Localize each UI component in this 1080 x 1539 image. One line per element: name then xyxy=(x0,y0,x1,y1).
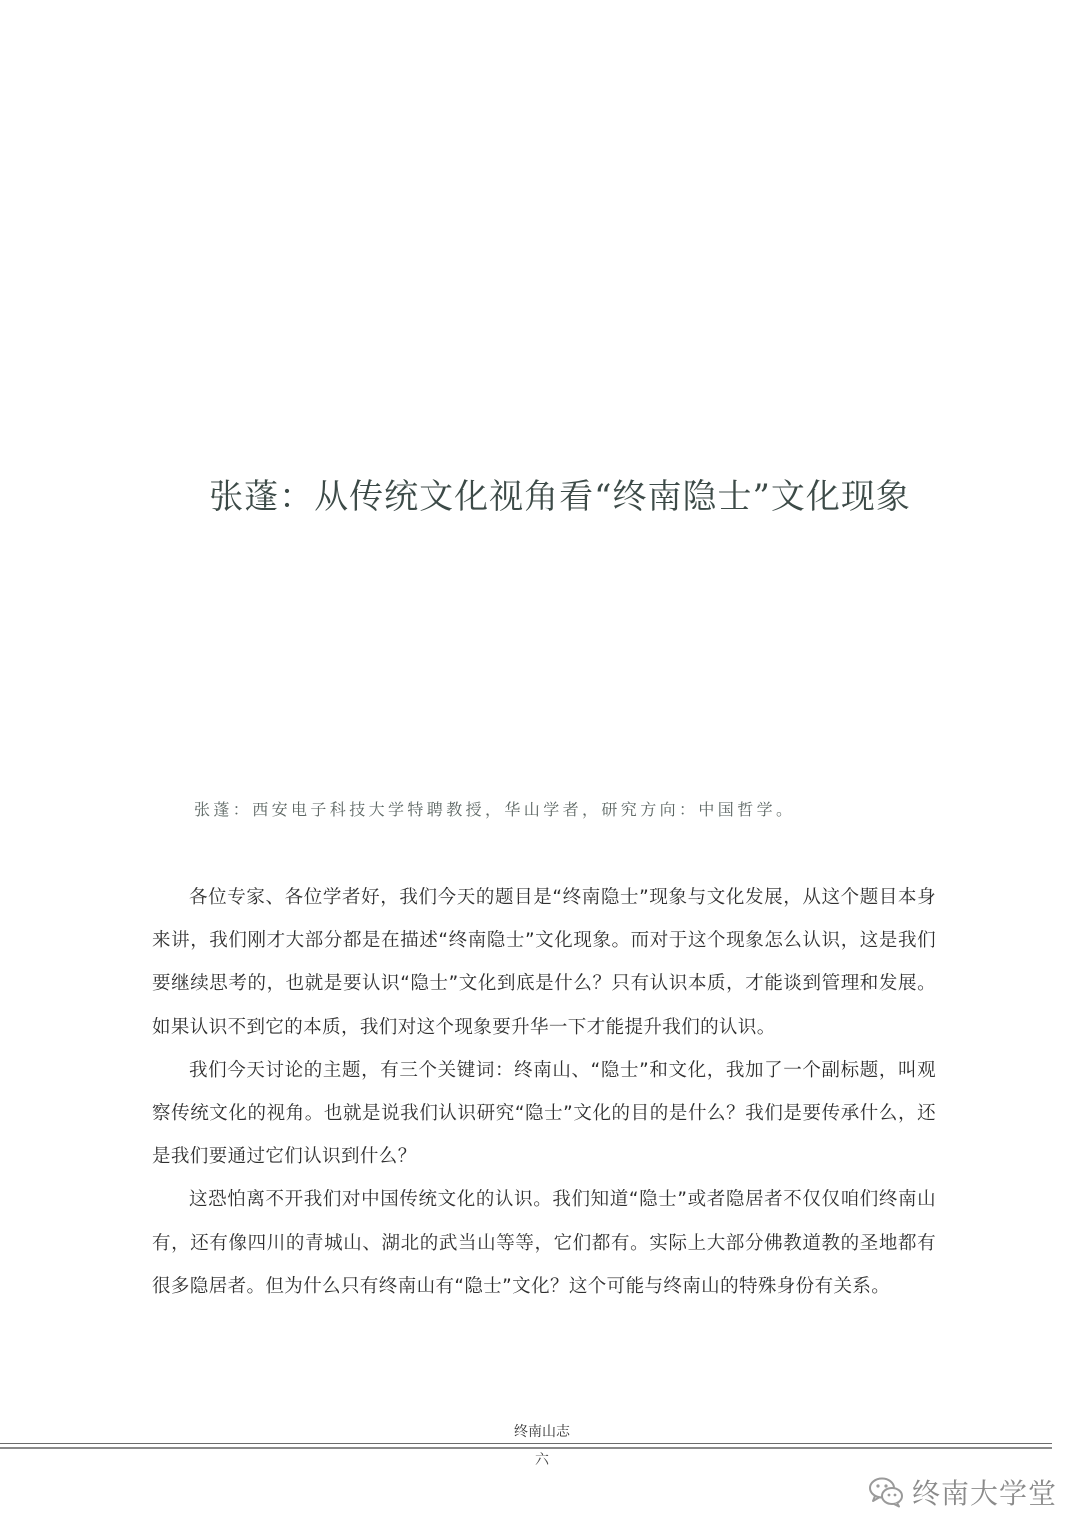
article-body xyxy=(152,876,936,1308)
paragraph: 这恐怕离不开我们对中国传统文化的认识。我们知道“隐士”或者隐居者不仅仅咱们终南山有，还有像四川的青城山、湖北的武当山等等，它们都有。实际上大部分佛教道教的圣地都有很多隐居者。但为什么只有终南山有“隐士”文化？这个可能与终南山的特殊身份有关系。 xyxy=(152,1189,936,1297)
paragraph: 我们今天讨论的主题，有三个关键词：终南山、“隐士”和文化，我加了一个副标题，叫观察传统文化的视角。也就是说我们认识研究“隐士”文化的目的是什么？我们是要传承什么，还是我们要通过它们认识到什么？ xyxy=(152,1059,936,1168)
article-title: 张蓬：从传统文化视角看“终南隐士”文化现象 xyxy=(209,477,911,517)
watermark xyxy=(868,1466,1057,1518)
paragraph: 各位专家、各位学者好，我们今天的题目是“终南隐士”现象与文化发展，从这个题目本身来讲，我们刚才大部分都是在描述“终南隐士”文化现象。而对于这个现象怎么认识，这是我们要继续思考的，也就是要认识“隐士”文化到底是什么？只有认识本质，才能谈到管理和发展。如果认识不到它的本质，我们对这个现象要升华一下才能提升我们的认识。 xyxy=(152,887,936,1038)
page-number: 六 xyxy=(535,1452,549,1468)
author-note: 张蓬：西安电子科技大学特聘教授，华山学者，研究方向：中国哲学。 xyxy=(194,800,796,819)
watermark-text: 终南大学堂 xyxy=(912,1477,1058,1510)
footer-rule-top xyxy=(0,1443,1052,1444)
wechat-icon xyxy=(868,1476,904,1508)
footer-publication-title: 终南山志 xyxy=(514,1424,570,1440)
